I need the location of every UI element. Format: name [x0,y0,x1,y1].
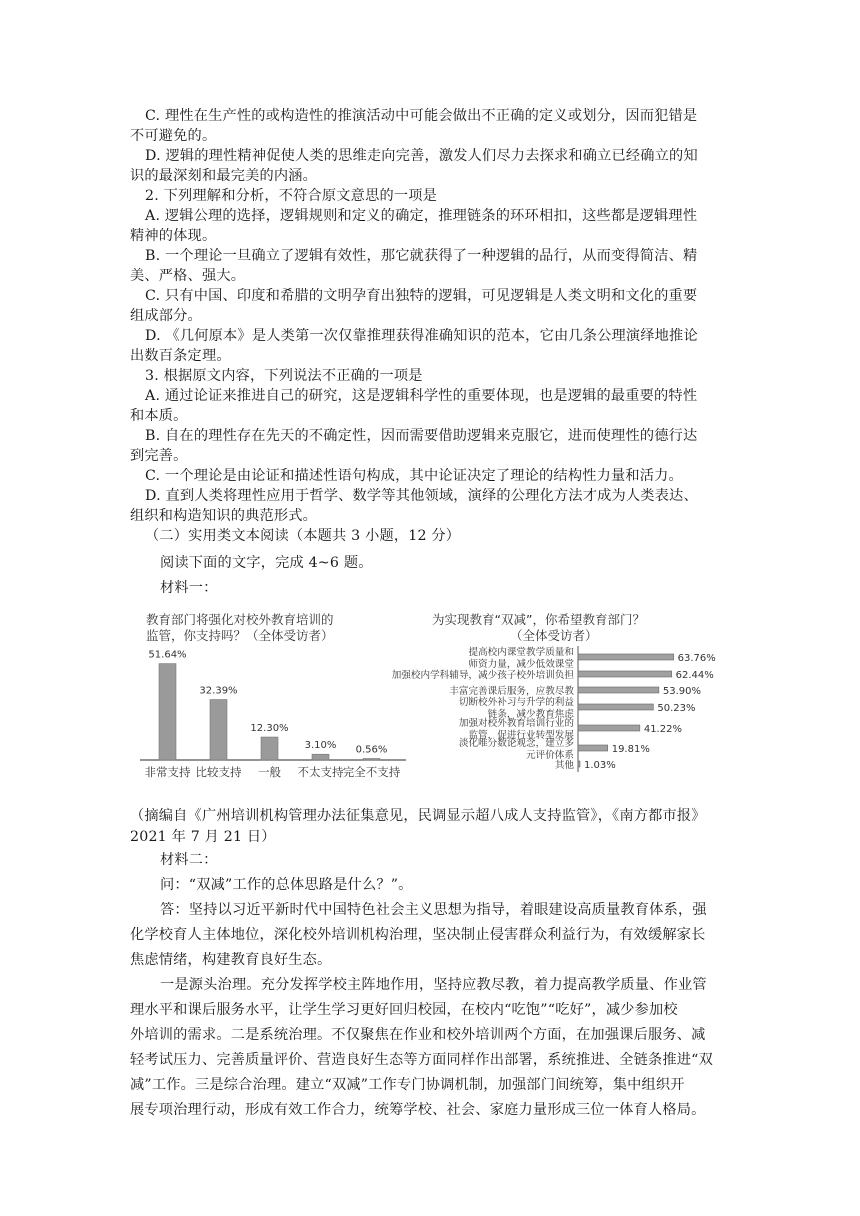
chart1-bar [261,737,278,760]
option-b-q3: B. 自在的理性存在先天的不确定性，因而需要借助逻辑来克服它，进而使理性的德行达 [145,428,698,444]
option-a-q3: A. 通过论证来推进自己的研究，这是逻辑科学性的重要体现，也是逻辑的最重要的特性 [145,388,698,404]
chart2-category-label: 丰富完善课后服务，应教尽教 [449,686,574,697]
chart2-subtitle: （全体受访者） [510,628,598,643]
option-d-q1-cont: 识的最深刻和最完美的内涵。 [130,168,318,184]
option-b-q2-cont: 美、严格、强大。 [130,268,246,284]
support-bar-chart [138,600,410,790]
chart2-bar [578,761,580,767]
option-c-q2: C. 只有中国、印度和希腊的文明孕育出独特的逻辑，可见逻辑是人类文明和文化的重要 [145,288,698,304]
chart1-value-label: 3.10% [304,740,337,752]
answer-line-2: 化学校育人主体地位，深化校外培训机构治理，坚决制止侵害群众利益行为，有效缓解家长 [130,927,706,943]
chart2-value-label: 62.44% [675,670,714,681]
expectation-chart [391,600,722,790]
chart2-bar [578,725,640,731]
chart1-bar [363,759,380,761]
chart1-category-label: 比较支持 [195,765,242,779]
chart1-title: 教育部门将强化对校外教育培训的 [146,612,334,627]
option-d-q3: D. 直到人类将理性应用于哲学、数学等其他领域，演绎的公理化方法才成为人类表达、 [145,488,698,504]
body-line-4: 轻考试压力、完善质量评价、营造良好生态等方面同样作出部署，系统推进、全链条推进“双 [130,1052,713,1068]
option-c-q1: C. 理性在生产性的或构造性的推演活动中可能会做出不正确的定义或划分，因而犯错是 [145,108,698,124]
option-d-q2: D. 《几何原本》是人类第一次仅靠推理获得准确知识的范本，它由几条公理演绎地推论 [145,328,698,344]
option-d-q2-cont: 出数百条定理。 [130,348,231,364]
chart2-title: 为实现教育“双减”，你希望教育部门？ [432,612,645,627]
chart2-category-label: 监管，促进行业转型发展 [468,730,574,741]
chart2-value-label: 63.76% [677,653,716,664]
option-b-q2: B. 一个理论一旦确立了逻辑有效性，那它就获得了一种逻辑的品行，从而变得简洁、精 [145,248,698,264]
chart2-value-label: 50.23% [657,703,696,714]
chart2-value-label: 1.03% [584,760,616,771]
chart1-bar [159,664,176,760]
expectation-bar-chart [391,600,722,790]
question-3: 3. 根据原文内容，下列说法不正确的一项是 [145,368,423,384]
chart2-category-label: 切断校外补习与升学的利益 [458,697,574,708]
chart2-bar [578,704,653,710]
option-a-q2-cont: 精神的体现。 [130,228,217,244]
material-1-label: 材料一： [160,580,218,596]
body-line-5: 减”工作。三是综合治理。建立“双减”工作专门协调机制，加强部门间统筹，集中组织开 [130,1077,685,1093]
chart1-value-label: 32.39% [199,685,238,697]
support-chart [138,600,410,790]
option-d-q3-cont: 组织和构造知识的典范形式。 [130,508,318,524]
chart2-category-label: 元评价体系 [526,750,574,761]
chart2-category-label: 加强对校外教育培训行业的 [458,718,574,729]
body-line-6: 展专项治理行动，形成有效工作合力，统筹学校、社会、家庭力量形成三位一体育人格局。 [130,1102,706,1118]
chart1-value-label: 51.64% [148,649,187,661]
chart2-bar [578,687,659,693]
chart2-category-label: 淡化唯分数论观念，建立多 [458,738,574,749]
option-b-q3-cont: 到完善。 [130,448,188,464]
reading-instruction: 阅读下面的文字，完成 4~6 题。 [160,555,373,571]
chart2-category-label: 师资力量，减少低效课堂 [468,659,574,670]
question-2: 2. 下列理解和分析，不符合原文意思的一项是 [145,188,438,204]
chart1-category-label: 不太支持 [297,765,344,779]
body-line-3: 外培训的需求。二是系统治理。不仅聚焦在作业和校外培训两个方面，在加强课后服务、减 [130,1027,706,1043]
chart1-bar [312,754,329,760]
chart2-category-label: 其他 [554,760,574,771]
option-a-q3-cont: 和本质。 [130,408,188,424]
option-c-q1-cont: 不可避免的。 [130,128,217,144]
body-line-1: 一是源头治理。充分发挥学校主阵地作用，坚持应教尽教，着力提高教学质量、作业管 [160,977,707,993]
chart1-category-label: 非常支持 [144,765,191,779]
answer-line-3: 焦虑情绪，构建教育良好生态。 [130,952,332,968]
body-line-2: 理水平和课后服务水平，让学生学习更好回归校园，在校内“吃饱”“吃好”，减少参加校 [130,1002,678,1018]
chart1-category-label: 完全不支持 [342,765,401,779]
chart1-bar [210,700,227,760]
source-note: （摘编自《广州培训机构管理办法征集意见，民调显示超八成人支持监管》，《南方都市报》 [130,808,706,824]
chart2-bar [578,654,674,660]
chart2-category-label: 提高校内课堂教学质量和 [468,647,574,658]
option-a-q2: A. 逻辑公理的选择，逻辑规则和定义的确定，推理链条的环环相扣，这些都是逻辑理性 [145,208,698,224]
chart2-category-label: 加强校内学科辅导，减少孩子校外培训负担 [391,670,574,681]
material-2-label: 材料二： [160,852,218,868]
chart1-subtitle: 监管，你支持吗？（全体受访者） [146,628,334,643]
option-c-q3: C. 一个理论是由论证和描述性语句构成，其中论证决定了理论的结构性力量和活力。 [145,468,683,484]
chart2-value-label: 19.81% [611,744,650,755]
chart2-category-label: 链条，减少教育焦虑 [487,709,574,720]
option-c-q2-cont: 组成部分。 [130,308,202,324]
chart2-value-label: 41.22% [643,724,682,735]
answer-line-1: 答：坚持以习近平新时代中国特色社会主义思想为指导，着眼建设高质量教育体系，强 [160,902,707,918]
chart2-bar [578,671,672,677]
chart1-category-label: 一般 [258,765,281,779]
chart2-bar [578,745,608,751]
section-heading: （二）实用类文本阅读（本题共 3 小题，12 分） [145,528,461,544]
option-d-q1: D. 逻辑的理性精神促使人类的思维走向完善，激发人们尽力去探求和确立已经确立的知 [145,148,698,164]
chart2-value-label: 53.90% [662,686,701,697]
source-note-cont: 2021 年 7 月 21 日） [130,829,276,845]
chart1-value-label: 12.30% [250,723,289,735]
question-text: 问：“双减”工作的总体思路是什么？”。 [160,877,413,893]
chart1-value-label: 0.56% [355,744,388,756]
